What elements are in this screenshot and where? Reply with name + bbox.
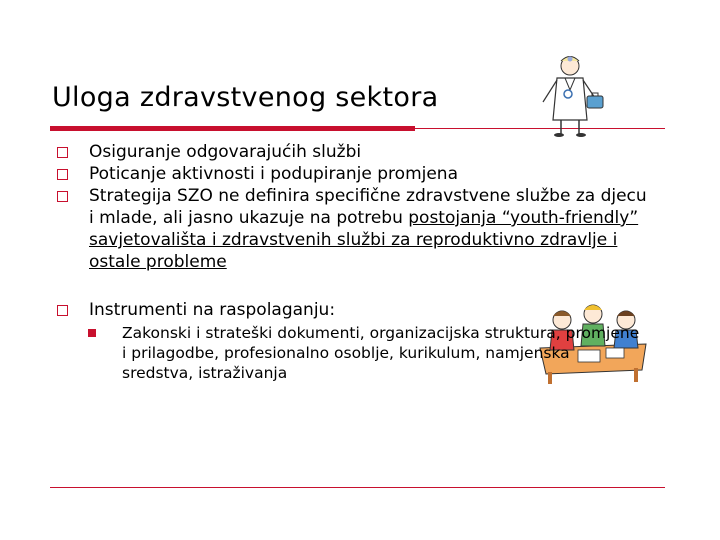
bullet-item [55,185,649,273]
bullet-text: Poticanje aktivnosti i podupiranje promjena [89,164,459,184]
hollow-square-bullet-icon [57,147,68,158]
instruments-label: Instrumenti na raspolaganju: [89,300,336,320]
hollow-square-bullet-icon [57,305,68,316]
strategy-underlined-text: postojanja “youth-friendly” savjetovališta i zdravstvenih službi za reproduktivno zdravlje i ostale probleme [89,208,639,272]
title-underline-thick [50,126,415,131]
filled-square-bullet-icon [88,329,96,337]
bullet-item [55,163,655,185]
hollow-square-bullet-icon [57,191,68,202]
strategy-text: Strategija SZO ne definira specifične zdravstvene službe za djecu i mlade, ali jasno ukazuje na potrebu [89,186,647,228]
bullet-list [55,141,655,383]
sub-bullet-text: Zakonski i strateški dokumenti, organizacijska struktura, promjene i prilagodbe, profesionalno osoblje, kurikulum, namjenska sredstva, istraživanja [122,324,640,382]
bullet-text: Osiguranje odgovarajućih službi [89,142,362,162]
bullet-item [55,141,655,163]
sub-bullet-item [55,323,642,383]
footer-rule [50,487,665,488]
bullet-item [55,299,655,321]
doctor-clipart-icon [525,50,615,140]
slide-title: Uloga zdravstvenog sektora [52,82,439,113]
hollow-square-bullet-icon [57,169,68,180]
